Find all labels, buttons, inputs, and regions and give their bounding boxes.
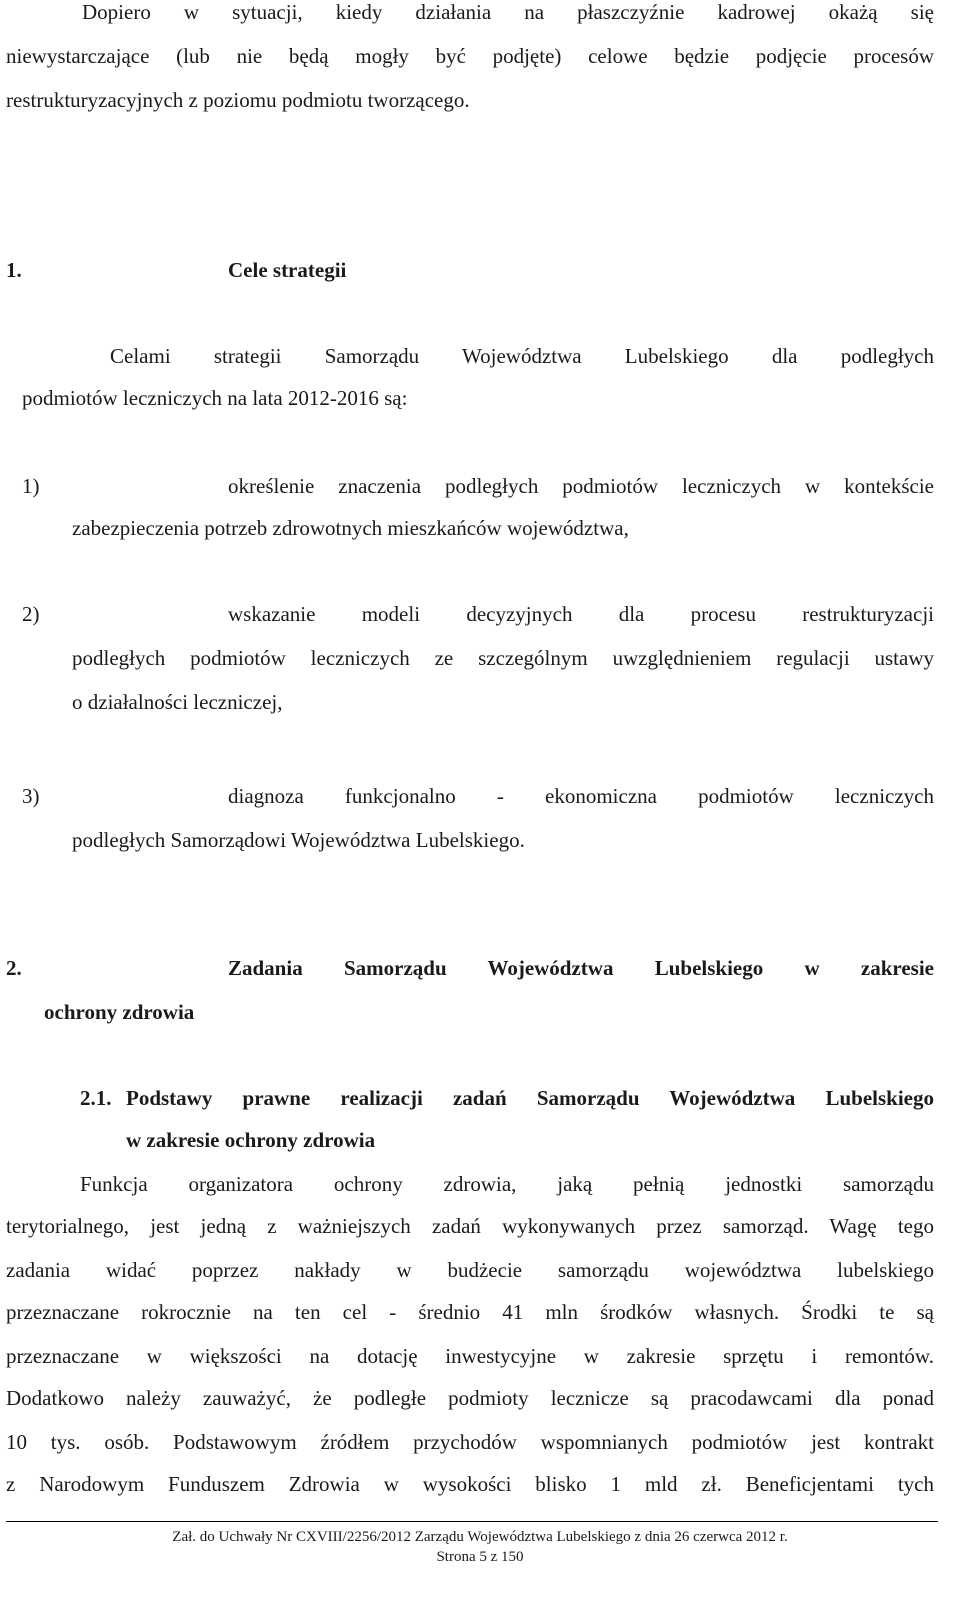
- body-line-1: Funkcja organizatora ochrony zdrowia, jaką pełnią jednostki samorządu: [80, 1172, 934, 1196]
- intro-line-1: Dopiero w sytuacji, kiedy działania na płaszczyźnie kadrowej okażą się: [82, 0, 934, 24]
- list-item-3-marker: 3): [22, 784, 40, 808]
- section-1-lead-line-1: Celami strategii Samorządu Województwa Lubelskiego dla podległych: [110, 344, 934, 368]
- list-item-3-line-2: podległych Samorządowi Województwa Lubelskiego.: [72, 828, 525, 852]
- list-item-2-line-1: wskazanie modeli decyzyjnych dla procesu restrukturyzacji: [228, 602, 934, 626]
- section-2-number: 2.: [6, 956, 22, 980]
- section-2-title-line-2: ochrony zdrowia: [44, 1000, 195, 1024]
- body-line-6: Dodatkowo należy zauważyć, że podległe podmioty lecznicze są pracodawcami dla ponad: [6, 1386, 934, 1410]
- section-2-1-title-line-2: w zakresie ochrony zdrowia: [126, 1128, 376, 1152]
- list-item-2-line-3: o działalności leczniczej,: [72, 690, 283, 714]
- list-item-2-line-2: podległych podmiotów leczniczych ze szczególnym uwzględnieniem regulacji ustawy: [72, 646, 934, 670]
- intro-line-3: restrukturyzacyjnych z poziomu podmiotu tworzącego.: [6, 88, 470, 112]
- body-line-2: terytorialnego, jest jedną z ważniejszych zadań wykonywanych przez samorząd. Wagę tego: [6, 1214, 934, 1238]
- body-line-4: przeznaczane rokrocznie na ten cel - średnio 41 mln środków własnych. Środki te są: [6, 1300, 934, 1324]
- section-1-number: 1.: [6, 258, 22, 282]
- list-item-1-marker: 1): [22, 474, 40, 498]
- body-line-7: 10 tys. osób. Podstawowym źródłem przychodów wspomnianych podmiotów jest kontrakt: [6, 1430, 934, 1454]
- section-1-title: Cele strategii: [228, 258, 347, 282]
- section-2-1-number: 2.1.: [80, 1086, 112, 1110]
- list-item-3-line-1: diagnoza funkcjonalno - ekonomiczna podmiotów leczniczych: [228, 784, 934, 808]
- list-item-1-line-1: określenie znaczenia podległych podmiotów leczniczych w kontekście: [228, 474, 934, 498]
- list-item-2-marker: 2): [22, 602, 40, 626]
- list-item-1-line-2: zabezpieczenia potrzeb zdrowotnych mieszkańców województwa,: [72, 516, 629, 540]
- body-line-8: z Narodowym Funduszem Zdrowia w wysokości blisko 1 mld zł. Beneficjentami tych: [6, 1472, 934, 1496]
- section-2-title-line-1: Zadania Samorządu Województwa Lubelskiego w zakresie: [228, 956, 934, 980]
- section-1-lead-line-2: podmiotów leczniczych na lata 2012-2016 są:: [22, 386, 408, 410]
- footer-attachment-note: Zał. do Uchwały Nr CXVIII/2256/2012 Zarządu Województwa Lubelskiego z dnia 26 czerwca 2012 r.: [172, 1529, 788, 1545]
- footer-divider: [6, 1521, 938, 1522]
- intro-line-2: niewystarczające (lub nie będą mogły być podjęte) celowe będzie podjęcie procesów: [6, 44, 934, 68]
- body-line-3: zadania widać poprzez nakłady w budżecie samorządu województwa lubelskiego: [6, 1258, 934, 1282]
- body-line-5: przeznaczane w większości na dotację inwestycyjne w zakresie sprzętu i remontów.: [6, 1344, 934, 1368]
- page-number: Strona 5 z 150: [436, 1549, 524, 1565]
- section-2-1-title-line-1: Podstawy prawne realizacji zadań Samorządu Województwa Lubelskiego: [126, 1086, 934, 1110]
